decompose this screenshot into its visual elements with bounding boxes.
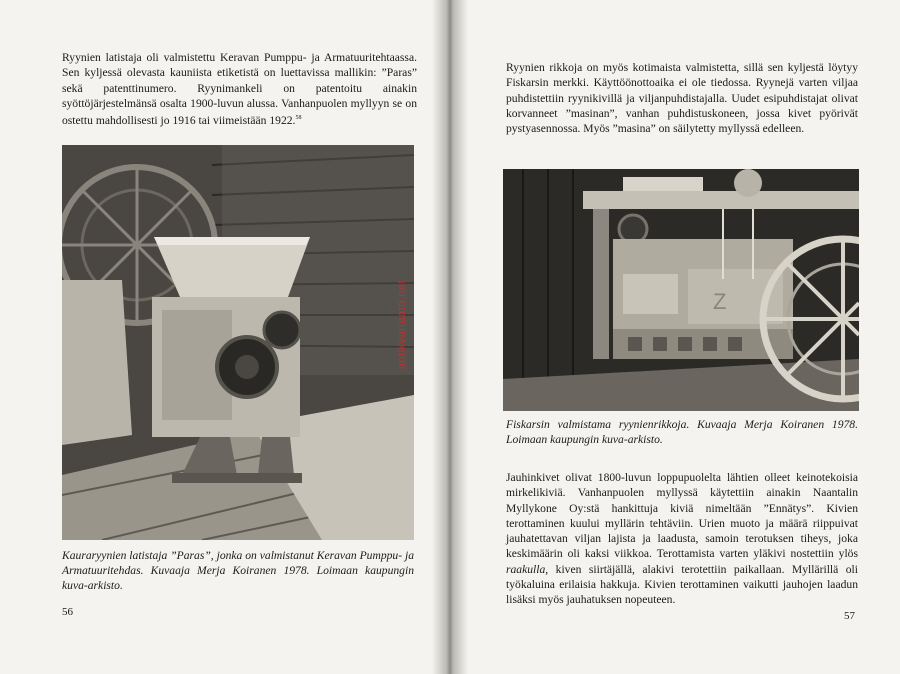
watermark: antikvariaatti.net: [396, 280, 408, 370]
photo-oat-flattener: [62, 145, 414, 540]
left-paragraph-text: Ryynien latistaja oli valmistettu Keravan Pumppu- ja Armatuuritehtaassa. Sen kyljessä olevasta kauniista etiketistä on luettavissa mallikin: ”Paras” sekä patenttinumero. Ryynimankeli on patentoitu ainakin syöttöjärjestelmänsä osalta 1900-luvun alussa. Vanhanpuolen myllyyn se on ostettu mahdollisesti jo 1916 tai viimeistään 1922.: [62, 51, 417, 128]
left-paragraph: [62, 50, 417, 128]
right-paragraph-2-part-2: , kiven siirtäjällä, alakivi terotettiin paikallaan. Myllärillä oli työkaluina erilaisia hakkuja. Kivien terottaminen vaikutti jauhojen laadun lisäksi myös jauhatuksen nopeuteen.: [506, 562, 858, 607]
page-number-right: 57: [844, 610, 855, 622]
right-paragraph-2-italic: raakulla: [506, 562, 546, 576]
photo-groat-crusher: [503, 169, 859, 411]
right-photo-caption: Fiskarsin valmistama ryynienrikkoja. Kuvaaja Merja Koiranen 1978. Loimaan kaupungin kuva-arkisto.: [506, 418, 858, 446]
right-paragraph-2-part-1: Jauhinkivet olivat 1800-luvun loppupuolelta lähtien olleet keinotekoisia mirkelikiviä. Vanhanpuolen myllyssä käytettiin ainakin Naantalin Myllykone Oy:stä hankittuja kiviä nimeltään ”Ennätys”. Kivien terottaminen kuului myllärin tehtäviin. Urien muoto ja määrä riippuivat jauhatettavan viljan lajista ja laadusta, samoin terotuksen tiheys, joka keskimäärin oli kaksi viikkoa. Terottamista varten yläkivi nostettiin ylös: [506, 471, 858, 561]
footnote-reference: 58: [295, 115, 302, 122]
svg-text:Z: Z: [713, 289, 727, 314]
page-number-left: 56: [62, 606, 73, 618]
left-photo-caption: Kauraryynien latistaja ”Paras”, jonka on valmistanut Keravan Pumppu- ja Armatuuritehdas. Kuvaaja Merja Koiranen 1978. Loimaan kaupungin kuva-arkisto.: [62, 549, 414, 592]
book-gutter: [432, 0, 468, 674]
right-paragraph-2: [506, 470, 858, 608]
right-paragraph-1: Ryynien rikkoja on myös kotimaista valmistetta, sillä sen kyljestä löytyy Fiskarsin merkki. Käyttöönottoaika ei ole tiedossa. Ryynejä varten viljaa puhdistettiin ryynikivillä ja viljanpuhdistajalla. Uudet esipuhdistajat olivat korvanneet ”masinan”, vanhan puhdistuskoneen, jossa kivet pyörivät pystyasennossa. Myös ”masina” on säilytetty myllyssä edelleen.: [506, 61, 858, 136]
